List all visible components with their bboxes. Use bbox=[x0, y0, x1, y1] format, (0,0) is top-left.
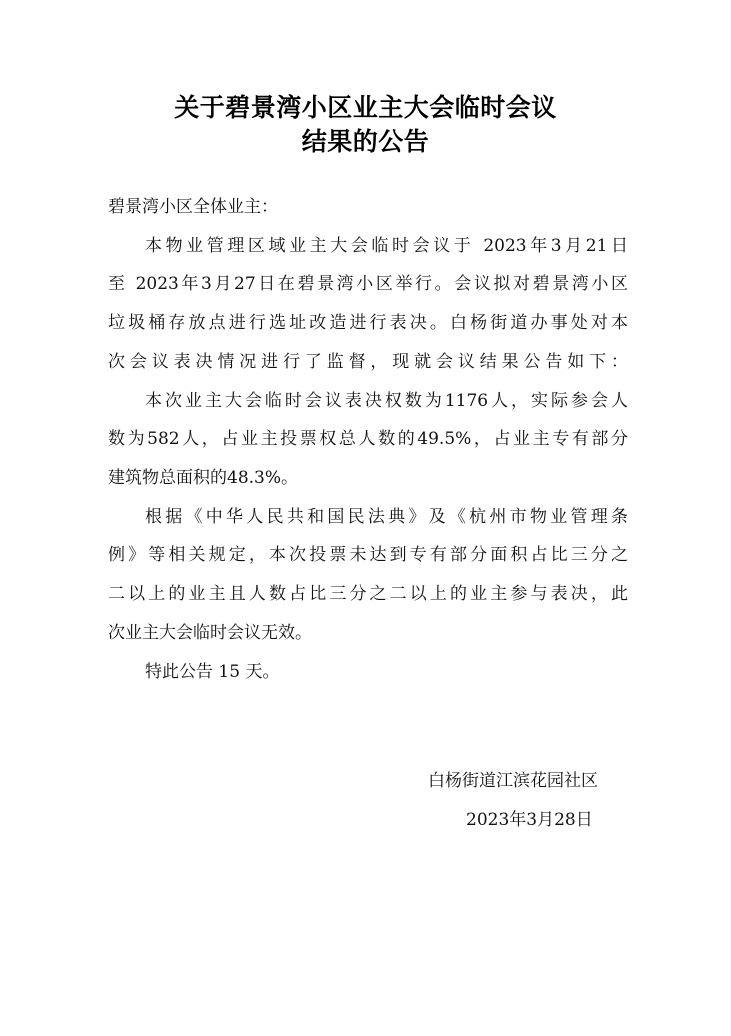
signature-organization: 白杨街道江滨花园社区 bbox=[428, 771, 598, 791]
paragraph-3-line-1: 根据《中华人民共和国民法典》及《杭州市物业管理条 bbox=[145, 507, 628, 527]
paragraph-3-line-4: 次业主大会临时会议无效。 bbox=[108, 623, 312, 643]
paragraph-1-line-2: 至 2023年3月27日在碧景湾小区举行。会议拟对碧景湾小区 bbox=[108, 274, 628, 294]
paragraph-1-line-4: 次会议表决情况进行了监督，现就会议结果公告如下： bbox=[108, 352, 628, 372]
paragraph-1-line-1: 本物业管理区域业主大会临时会议于 2023年3月21日 bbox=[145, 236, 628, 256]
salutation: 碧景湾小区全体业主： bbox=[108, 197, 278, 217]
paragraph-2-line-3: 建筑物总面积的48.3%。 bbox=[108, 468, 299, 488]
paragraph-2-line-1: 本次业主大会临时会议表决权数为1176人，实际参会人 bbox=[145, 391, 628, 411]
signature-date: 2023年3月28日 bbox=[466, 810, 593, 830]
paragraph-1-line-3: 垃圾桶存放点进行选址改造进行表决。白杨街道办事处对本 bbox=[108, 313, 628, 333]
document-title-line-2: 结果的公告 bbox=[301, 127, 430, 156]
paragraph-3-line-2: 例》等相关规定，本次投票未达到专有部分面积占比三分之 bbox=[108, 545, 628, 565]
paragraph-2-line-2: 数为582人，占业主投票权总人数的49.5%，占业主专有部分 bbox=[108, 429, 628, 449]
paragraph-3-line-3: 二以上的业主且人数占比三分之二以上的业主参与表决，此 bbox=[108, 584, 628, 604]
paragraph-4-line-1: 特此公告 15 天。 bbox=[145, 662, 280, 682]
document-title-line-1: 关于碧景湾小区业主大会临时会议 bbox=[174, 93, 557, 122]
